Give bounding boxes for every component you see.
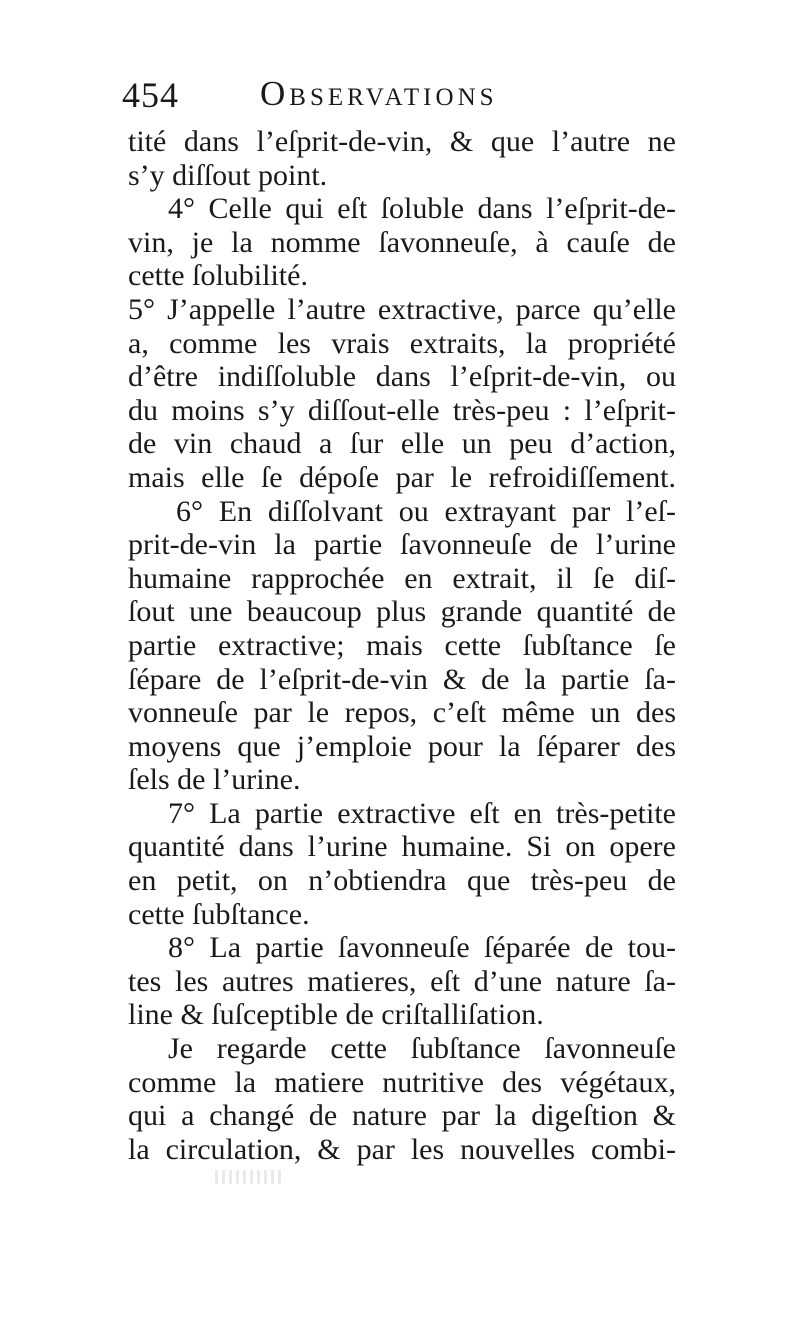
- text-line: ſépare de l’eſprit-de-vin & de la partie ſa-: [128, 662, 676, 696]
- text-line: cette ſubſtance.: [128, 897, 310, 931]
- text-line: moyens que j’emploie pour la ſéparer des: [128, 729, 676, 763]
- text-line: du moins s’y diſſout-elle très-peu : l’eſprit-: [128, 393, 676, 427]
- text-line: tes les autres matieres, eſt d’une nature ſa-: [128, 964, 676, 998]
- running-head: [122, 74, 682, 124]
- page-number: 454: [122, 75, 179, 115]
- text-line: ſout une beaucoup plus grande quantité de: [128, 595, 676, 629]
- text-line: qui a changé de nature par la digeſtion &: [128, 1099, 676, 1133]
- page-smudge: [215, 1170, 285, 1184]
- text-line: 5° J’appelle l’autre extractive, parce qu’elle: [128, 292, 676, 326]
- text-line: vin, je la nomme ſavonneuſe, à cauſe de: [128, 225, 676, 259]
- text-line: partie extractive; mais cette ſubſtance ſe: [128, 628, 676, 662]
- text-line: comme la matiere nutritive des végétaux,: [128, 1065, 676, 1099]
- text-line: vonneuſe par le repos, c’eſt même un des: [128, 696, 676, 730]
- text-line: de vin chaud a ſur elle un peu d’action,: [128, 427, 676, 461]
- text-line: s’y diſſout point.: [128, 158, 328, 192]
- text-line: 8° La partie ſavonneuſe ſéparée de tou-: [168, 931, 676, 965]
- text-line: Je regarde cette ſubſtance ſavonneuſe: [168, 1032, 676, 1066]
- running-title: Observations: [260, 74, 498, 113]
- text-line: 6° En diſſolvant ou extrayant par l’eſ-: [176, 494, 676, 528]
- text-line: d’être indiſſoluble dans l’eſprit-de-vin, ou: [128, 360, 676, 394]
- text-line: en petit, on n’obtiendra que très-peu de: [128, 864, 676, 898]
- text-line: humaine rapprochée en extrait, il ſe diſ-: [128, 561, 676, 595]
- text-line: 4° Celle qui eſt ſoluble dans l’eſprit-de-: [168, 192, 676, 226]
- text-line: line & ſuſceptible de criſtalliſation.: [128, 998, 544, 1032]
- text-line: mais elle ſe dépoſe par le refroidiſſement.: [128, 460, 676, 494]
- text-line: prit-de-vin la partie ſavonneuſe de l’urine: [128, 528, 676, 562]
- text-line: quantité dans l’urine humaine. Si on opere: [128, 830, 676, 864]
- text-line: a, comme les vrais extraits, la propriété: [128, 326, 676, 360]
- text-line: 7° La partie extractive eſt en très-petite: [168, 796, 676, 830]
- text-line: ſels de l’urine.: [128, 763, 301, 797]
- body-text: [128, 125, 676, 1166]
- text-line: cette ſolubilité.: [128, 259, 308, 293]
- text-line: la circulation, & par les nouvelles combi-: [128, 1132, 676, 1166]
- text-line: tité dans l’eſprit-de-vin, & que l’autre ne: [128, 125, 676, 158]
